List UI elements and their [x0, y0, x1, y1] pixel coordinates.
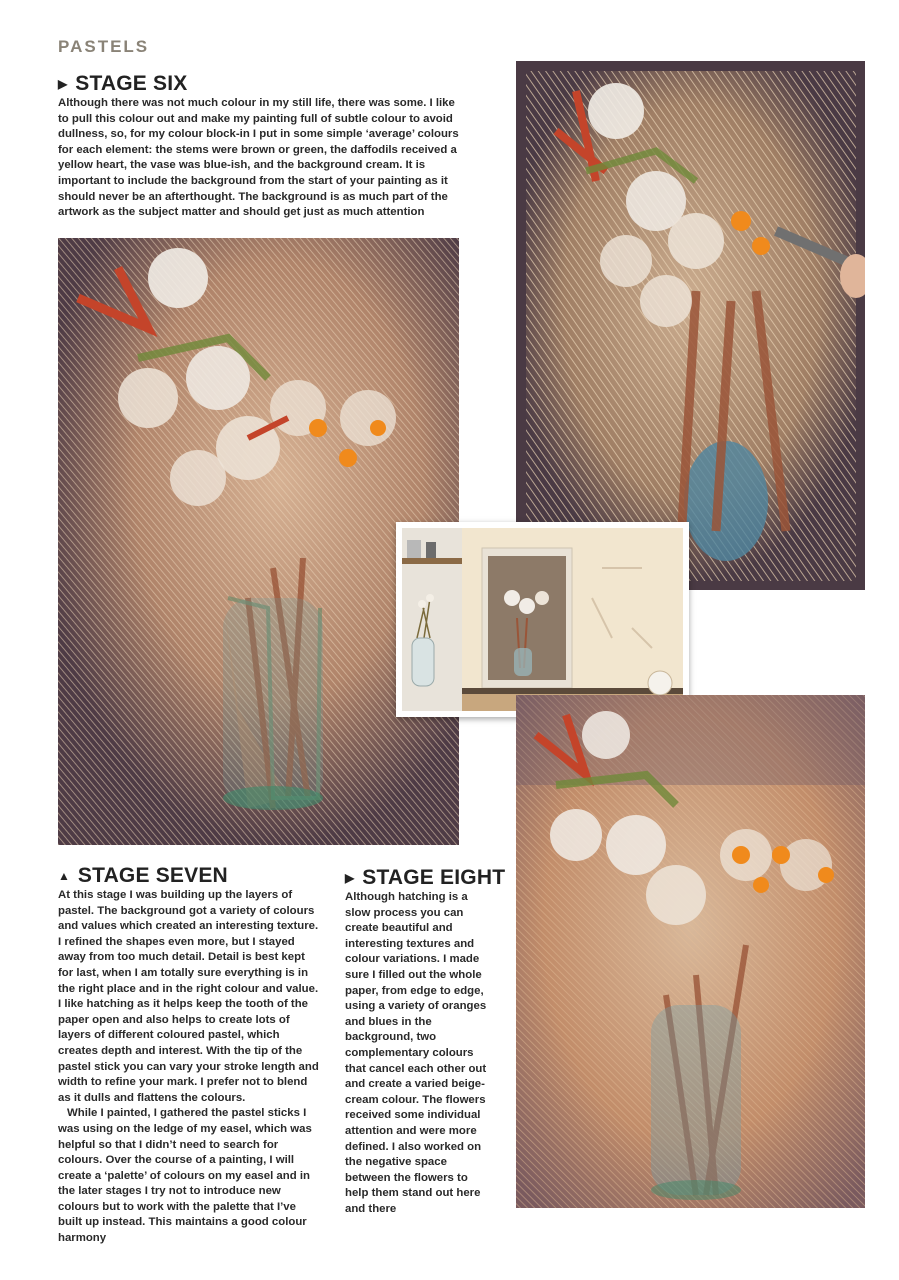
stage-six-painting: [516, 61, 865, 590]
pastel-painting-image: [516, 695, 865, 1208]
stage-eight-heading: [345, 866, 505, 890]
stage-eight-title: STAGE EIGHT: [362, 866, 506, 889]
up-arrow-icon: ▲: [58, 869, 70, 883]
stage-seven-heading: [58, 864, 228, 888]
stage-six-body: [58, 96, 466, 221]
studio-photo-image: [402, 528, 683, 711]
play-arrow-icon: ▶: [58, 77, 68, 91]
stage-seven-title: STAGE SEVEN: [77, 864, 228, 887]
stage-six-paragraph: Although there was not much colour in my still life, there was some. I like to pull this colour out and make my painting full of subtle colour to avoid dullness, so, for my colour block-in I put in some simple ‘average’ colours for each element: the stems were brown or green, the daffodils received a yellow heart, the vase was blue-ish, and the background cream. It is important to include the background from the start of your painting as it should never be an afterthought. The background is as much part of the artwork as the subject matter and should get just as much attention: [58, 97, 459, 219]
stage-seven-paragraph-2: While I painted, I gathered the pastel sticks I was using on the ledge of my easel, which was helpful so that I didn’t need to search for colours. Over the course of a painting, I will create a ‘palette’ of colours on my easel and in the later stages I try not to introduce new colours but to work with the palette that I’ve built up instead. This maintains a good colour harmony: [58, 1107, 312, 1245]
stage-eight-paragraph: Although hatching is a slow process you can create beautiful and interesting textures and colour variations. I made sure I filled out the whole paper, from edge to edge, using a variety of oranges and blues in the background, two complementary colours that cancel each other out and create a varied beige-cream colour. The flowers received some individual attention and were more defined. I also worked on the negative space between the flowers to help them stand out here and there: [345, 891, 487, 1215]
play-arrow-icon: ▶: [345, 871, 355, 885]
stage-eight-painting: [516, 695, 865, 1208]
stage-six-title: STAGE SIX: [75, 72, 188, 95]
stage-eight-body: [345, 890, 493, 1217]
easel-photo: [396, 522, 689, 717]
section-label: PASTELS: [58, 37, 150, 56]
pastel-painting-image: [516, 61, 865, 590]
stage-six-heading: [58, 72, 188, 96]
stage-seven-paragraph-1: At this stage I was building up the layers of pastel. The background got a variety of colours and values which created an interesting texture. I refined the shapes even more, but I stayed away from too much detail. Detail is best kept for last, when I am totally sure everything is in the right place and in the right colour and value. I like hatching as it helps keep the tooth of the paper open and also helps to create lots of layers of different coloured pastel, which creates depth and interest. With the tip of the pastel stick you can vary your stroke length and width to refine your mark. I prefer not to blend as it dulls and flattens the colours.: [58, 889, 319, 1104]
stage-seven-body: [58, 888, 320, 1247]
